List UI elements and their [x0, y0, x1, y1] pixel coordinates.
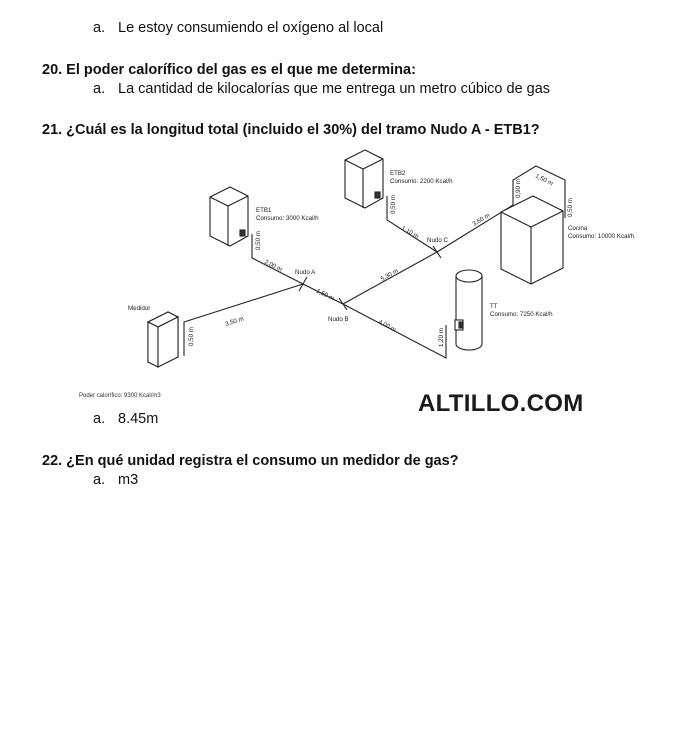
answer-text: La cantidad de kilocalorías que me entrega un metro cúbico de gas — [118, 81, 551, 97]
question-21: 21. ¿Cuál es la longitud total (incluido el 30%) del tramo Nudo A - ETB1? — [42, 122, 540, 138]
answer-letter: a. — [93, 472, 106, 488]
question-20: 20. El poder calorífico del gas es el que me determina: — [42, 62, 416, 78]
medidor-label: Medidor — [128, 305, 151, 312]
seg-cocina-vertical-2: 0,50 m — [567, 198, 574, 217]
tt-consumo: Consumo: 7250 Kcal/h — [490, 311, 553, 318]
seg-nudo-a-b: 1,50 m — [315, 287, 336, 303]
etb2-consumo: Consumo: 2200 Kcal/h — [390, 178, 453, 185]
answer-text: Le estoy consumiendo el oxígeno al local — [118, 20, 384, 36]
seg-etb2-horizontal: 1,10 m — [400, 224, 420, 241]
etb1-box — [210, 187, 248, 246]
answer-letter: a. — [93, 411, 106, 427]
seg-nudo-b-c: 5,30 m — [379, 267, 400, 283]
seg-etb1-horizontal: 2,00 m — [263, 258, 284, 274]
seg-cocina-top: 1,50 m — [534, 172, 555, 188]
nudo-a-label: Nudo A — [295, 269, 316, 276]
tt-name: TT — [490, 303, 498, 310]
answer-text: 8.45m — [118, 411, 159, 427]
answer-letter: a. — [93, 81, 106, 97]
answer-letter: a. — [93, 20, 106, 36]
seg-nudo-c-cocina: 3,60 m — [471, 211, 492, 228]
cocina-consumo: Consumo: 10000 Kcal/h — [568, 233, 635, 240]
nudo-c-label: Nudo C — [427, 237, 448, 244]
etb2-box — [345, 150, 383, 208]
seg-nudo-b-tt: 4,00 m — [377, 318, 398, 334]
cocina-box — [501, 196, 563, 284]
seg-etb1-vertical: 0,50 m — [255, 231, 262, 250]
cocina-name: Cocina — [568, 225, 588, 232]
etb2-name: ETB2 — [390, 170, 406, 177]
tt-cylinder — [455, 270, 482, 350]
seg-medidor-nudo-a: 3,50 m — [224, 315, 245, 328]
etb1-name: ETB1 — [256, 207, 272, 214]
seg-etb2-vertical: 0,50 m — [390, 195, 397, 214]
question-22: 22. ¿En qué unidad registra el consumo un medidor de gas? — [42, 453, 459, 469]
altillo-watermark: ALTILLO.COM — [418, 390, 584, 417]
answer-text: m3 — [118, 472, 139, 488]
etb1-consumo: Consumo: 3000 Kcal/h — [256, 215, 319, 222]
seg-tt-vertical: 1,20 m — [438, 328, 445, 347]
nudo-b-label: Nudo B — [328, 316, 349, 323]
seg-cocina-vertical-1: 0,90 m — [515, 179, 522, 198]
seg-medidor-vertical: 0,50 m — [188, 327, 195, 346]
poder-calorifico-label: Poder calorífico: 9300 Kcal/m3 — [79, 393, 161, 399]
